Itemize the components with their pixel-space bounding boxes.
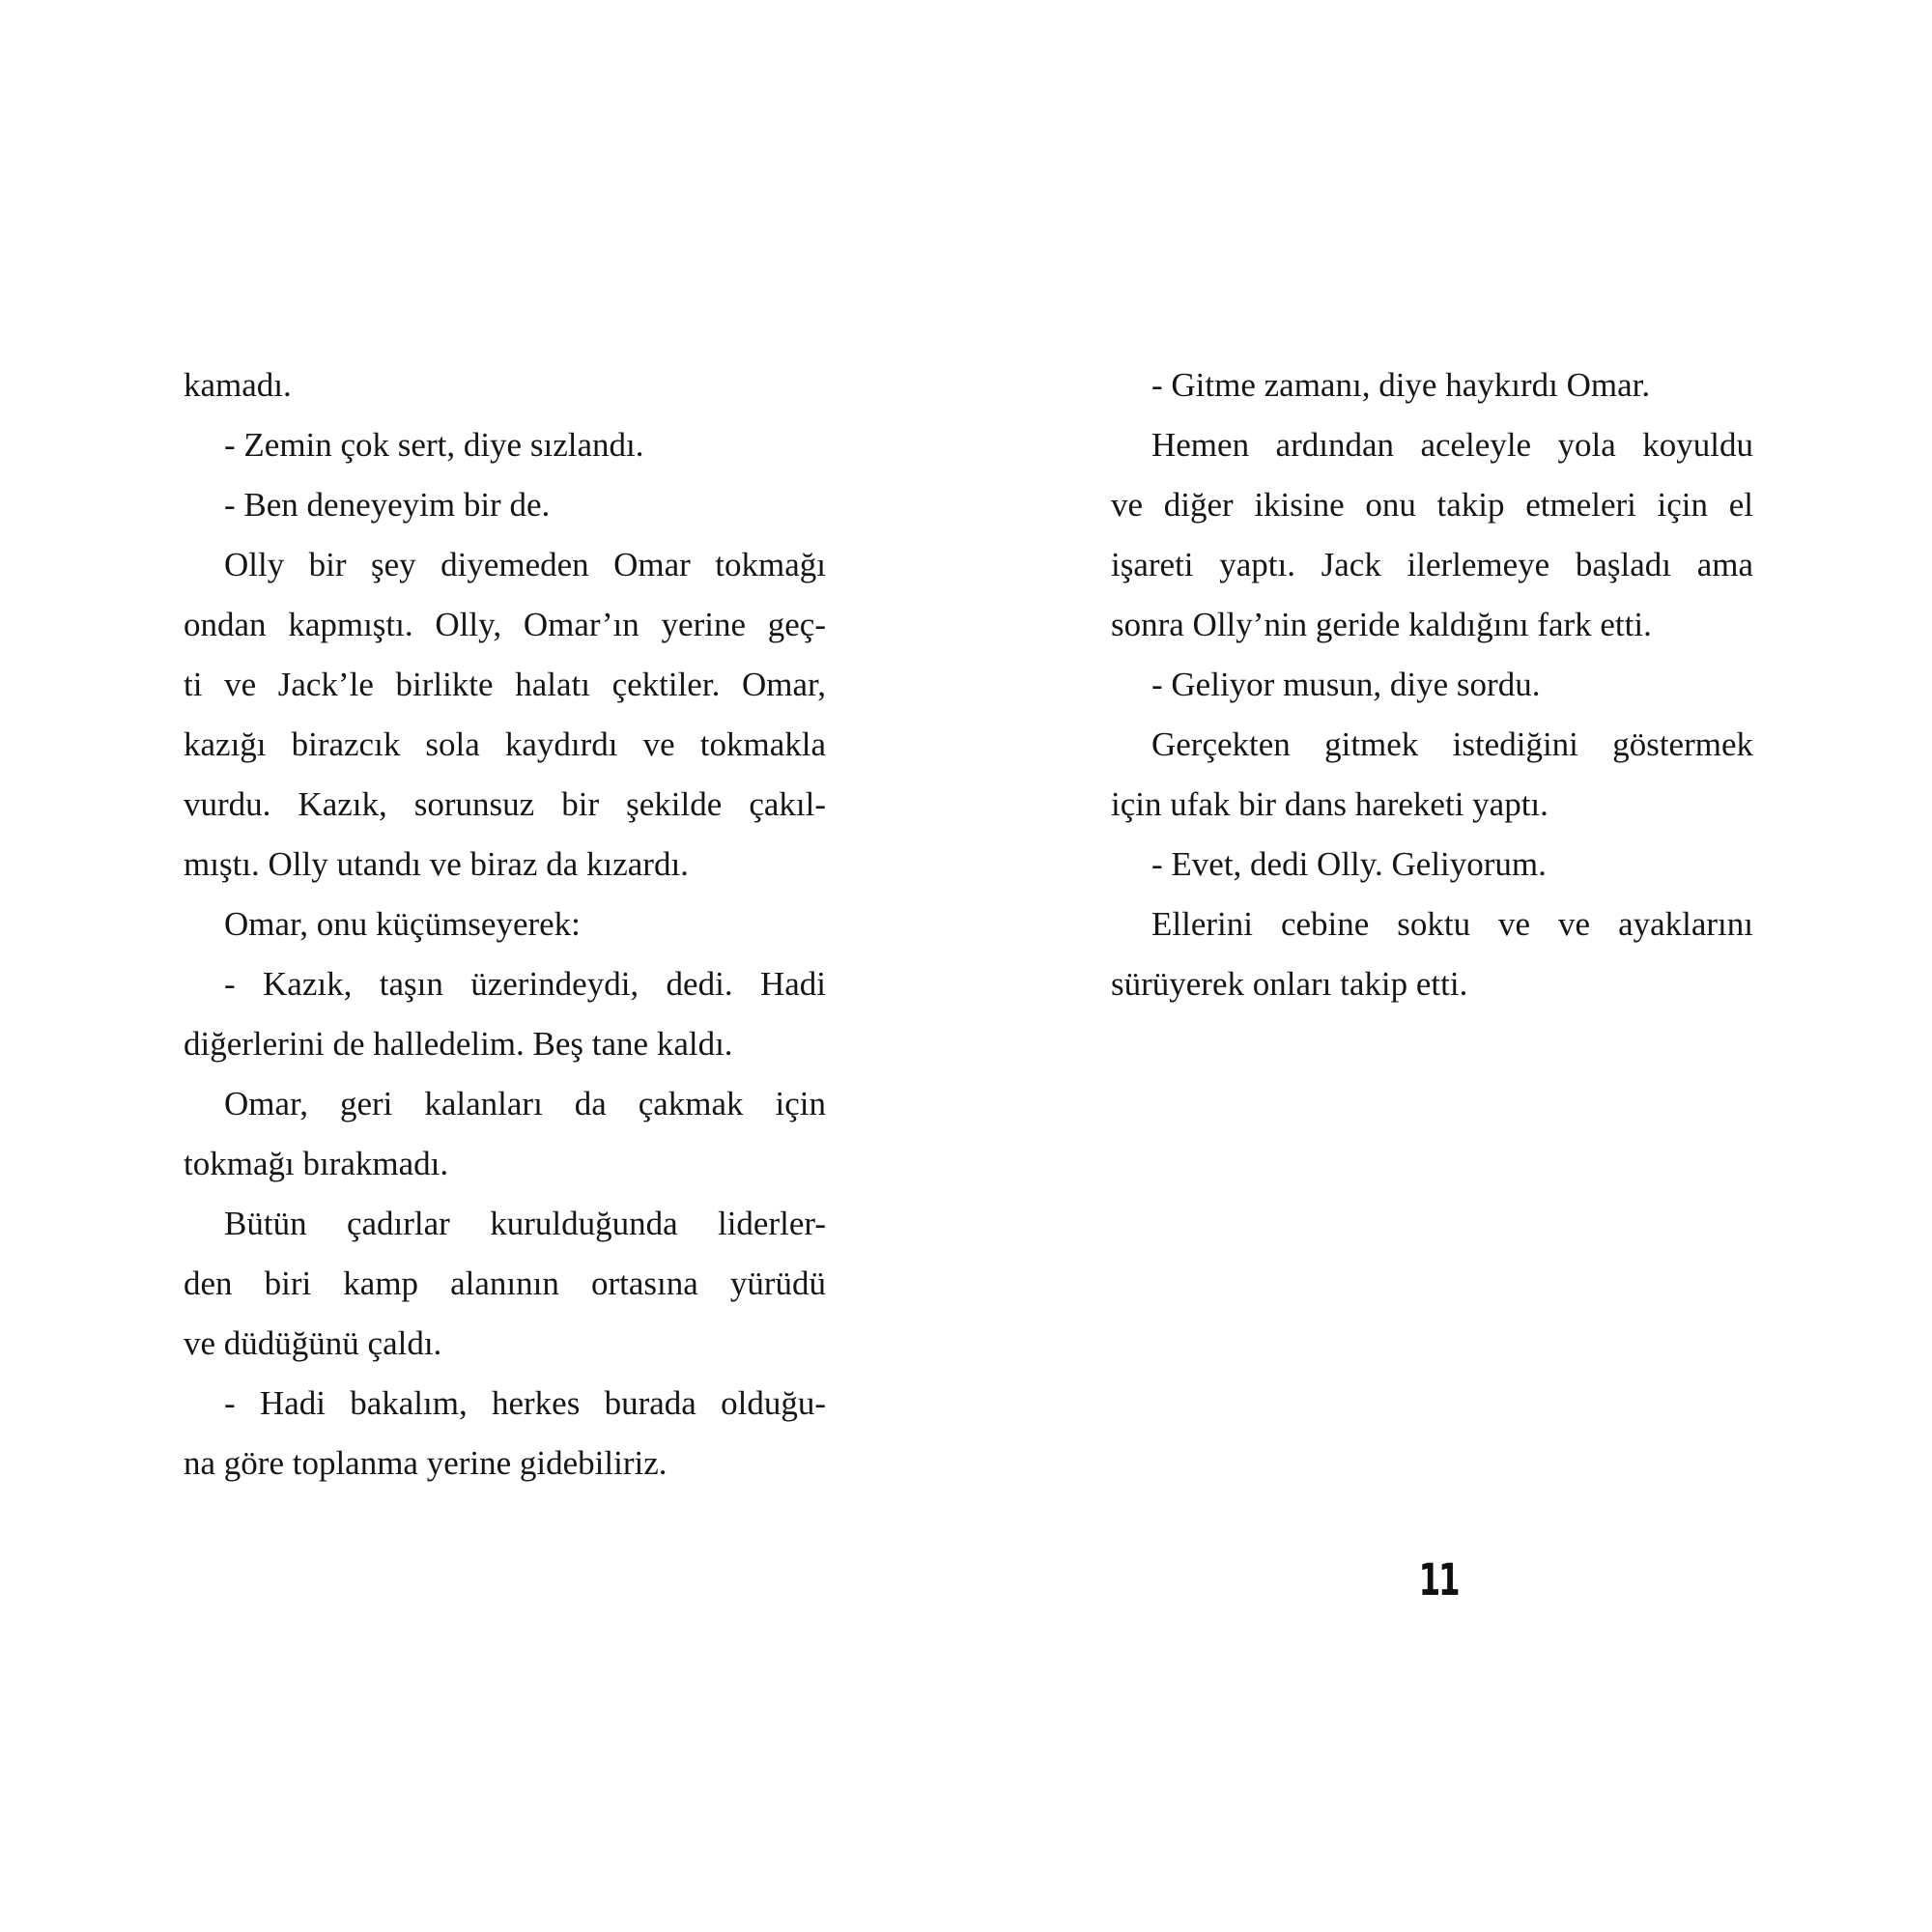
text-line: Hemen ardından aceleyle yola koyuldu xyxy=(1151,426,1753,464)
text-line: vurdu. Kazık, sorunsuz bir şekilde çakıl- xyxy=(184,785,826,823)
text-line: Olly bir şey diyemeden Omar tokmağı xyxy=(224,546,826,583)
text-line: işareti yaptı. Jack ilerlemeye başladı ama xyxy=(1111,546,1753,583)
text-line: kazığı birazcık sola kaydırdı ve tokmakla xyxy=(184,725,826,763)
text-line: - Gitme zamanı, diye haykırdı Omar. xyxy=(1151,366,1651,404)
text-line: - Hadi bakalım, herkes burada olduğu- xyxy=(224,1384,826,1422)
text-line: ve düdüğünü çaldı. xyxy=(184,1324,442,1362)
text-line: diğerlerini de halledelim. Beş tane kaldı. xyxy=(184,1025,733,1063)
text-line: den biri kamp alanının ortasına yürüdü xyxy=(184,1264,826,1302)
text-line: mıştı. Olly utandı ve biraz da kızardı. xyxy=(184,845,689,883)
page-number: 11 xyxy=(1418,1554,1459,1605)
text-line: - Zemin çok sert, diye sızlandı. xyxy=(224,426,644,464)
text-line: na göre toplanma yerine gidebiliriz. xyxy=(184,1444,668,1482)
text-line: sonra Olly’nin geride kaldığını fark etti. xyxy=(1111,606,1652,643)
text-line: için ufak bir dans hareketi yaptı. xyxy=(1111,785,1548,823)
text-line: - Evet, dedi Olly. Geliyorum. xyxy=(1151,845,1547,883)
text-line: Bütün çadırlar kurulduğunda liderler- xyxy=(224,1205,826,1242)
text-line: sürüyerek onları takip etti. xyxy=(1111,965,1468,1003)
text-line: ondan kapmıştı. Olly, Omar’ın yerine geç- xyxy=(184,606,826,643)
text-line: Omar, geri kalanları da çakmak için xyxy=(224,1085,826,1122)
text-line: - Kazık, taşın üzerindeydi, dedi. Hadi xyxy=(224,965,826,1003)
text-line: - Geliyor musun, diye sordu. xyxy=(1151,666,1541,703)
text-line: Omar, onu küçümseyerek: xyxy=(224,905,581,943)
text-column-right xyxy=(1111,355,1753,1014)
text-line: - Ben deneyeyim bir de. xyxy=(224,486,551,524)
text-line: Ellerini cebine soktu ve ve ayaklarını xyxy=(1151,905,1753,943)
text-line: ve diğer ikisine onu takip etmeleri için el xyxy=(1111,486,1753,524)
text-line: kamadı. xyxy=(184,366,292,404)
text-line: Gerçekten gitmek istediğini göstermek xyxy=(1151,725,1753,763)
text-column-left xyxy=(184,355,826,1493)
text-line: tokmağı bırakmadı. xyxy=(184,1145,449,1182)
text-line: ti ve Jack’le birlikte halatı çektiler. Omar, xyxy=(184,666,826,703)
